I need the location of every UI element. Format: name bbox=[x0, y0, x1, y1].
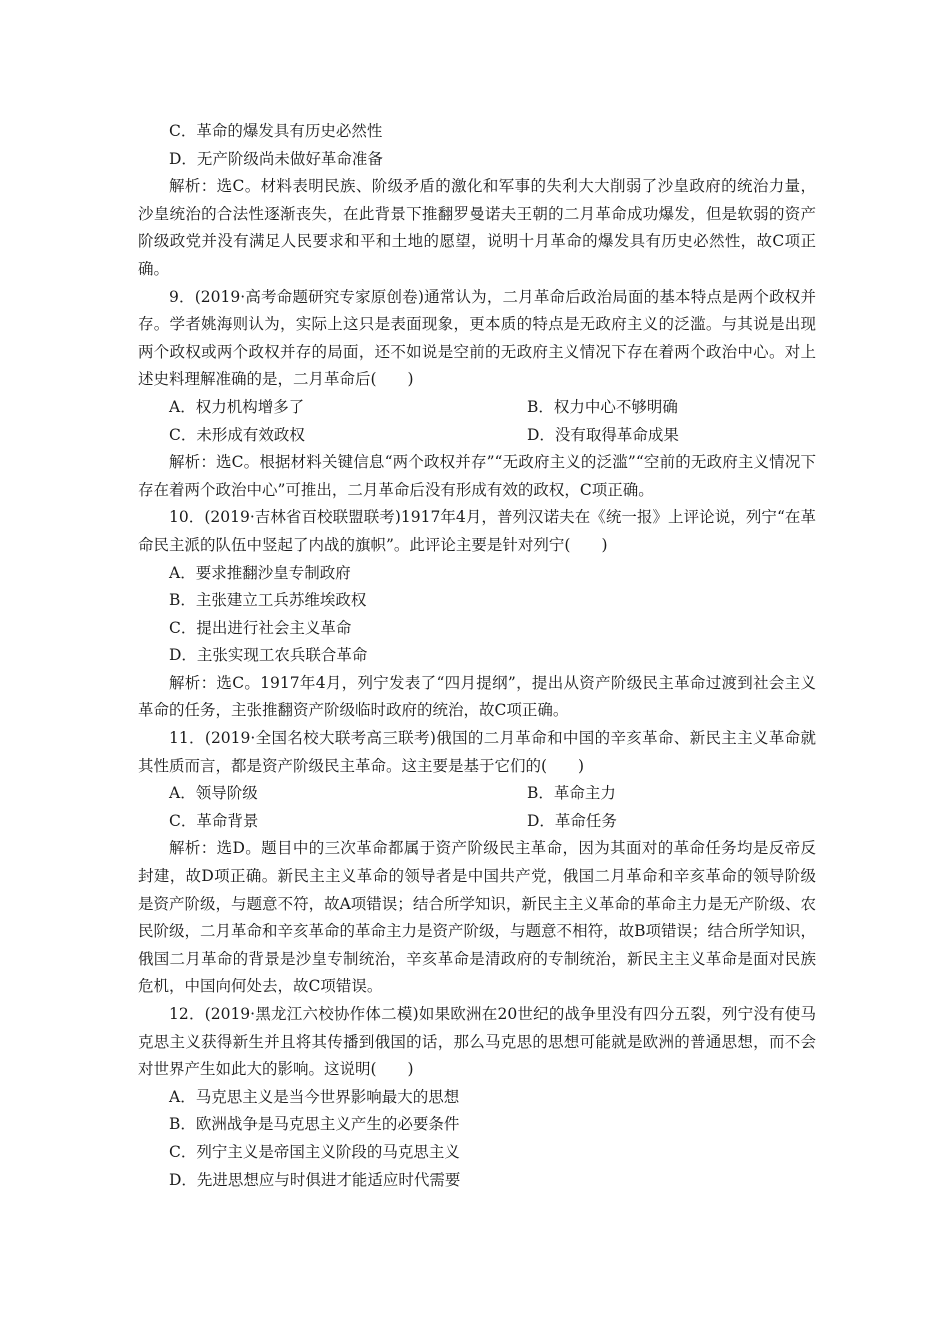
q10-option-c: C．提出进行社会主义革命 bbox=[169, 618, 352, 637]
q12-option-a: A．马克思主义是当今世界影响最大的思想 bbox=[169, 1087, 460, 1106]
q11-stem: 11．(2019·全国名校大联考高三联考)俄国的二月革命和中国的辛亥革命、新民主主义革命就其性质而言，都是资产阶级民主革命。这主要是基于它们的( ) bbox=[138, 729, 816, 775]
q9-option-b: B．权力中心不够明确 bbox=[527, 397, 678, 416]
q8-option-d: D．无产阶级尚未做好革命准备 bbox=[169, 149, 383, 168]
q10-analysis: 解析：选C。1917年4月，列宁发表了“四月提纲”，提出从资产阶级民主革命过渡到社会主义革命的任务，主张推翻资产阶级临时政府的统治，故C项正确。 bbox=[138, 673, 816, 720]
q11-option-a: A．领导阶级 bbox=[169, 784, 258, 803]
q10-option-b: B．主张建立工兵苏维埃政权 bbox=[169, 591, 367, 610]
q9-option-d: D．没有取得革命成果 bbox=[527, 425, 679, 444]
q9-stem: 9．(2019·高考命题研究专家原创卷)通常认为，二月革命后政治局面的基本特点是两个政权并存。学者姚海则认为，实际上这只是表面现象，更本质的特点是无政府主义的泛滥。与其说是出现两个政权或两个政权并存的局面，还不如说是空前的无政府主义情况下存在着两个政治中心。对上述史料理解准确的是，二月革命后( ) bbox=[138, 287, 816, 389]
document-page bbox=[138, 118, 816, 1194]
q10-option-d: D．主张实现工农兵联合革命 bbox=[169, 646, 368, 665]
q12-stem: 12．(2019·黑龙江六校协作体二模)如果欧洲在20世纪的战争里没有四分五裂，列宁没有使马克思主义获得新生并且将其传播到俄国的话，那么马克思的思想可能就是欧洲的普通思想，而不会对世界产生如此大的影响。这说明( ) bbox=[138, 1005, 816, 1079]
q10-option-a: A．要求推翻沙皇专制政府 bbox=[169, 563, 351, 582]
q12-option-c: C．列宁主义是帝国主义阶段的马克思主义 bbox=[169, 1142, 460, 1161]
q11-option-d: D．革命任务 bbox=[527, 811, 617, 830]
q9-options-row-1 bbox=[138, 394, 816, 422]
q8-analysis: 解析：选C。材料表明民族、阶级矛盾的激化和军事的失利大大削弱了沙皇政府的统治力量，沙皇统治的合法性逐渐丧失，在此背景下推翻罗曼诺夫王朝的二月革命成功爆发，但是软弱的资产阶级政党并没有满足人民要求和平和土地的愿望，说明十月革命的爆发具有历史必然性，故C项正确。 bbox=[138, 177, 816, 278]
q9-option-c: C．未形成有效政权 bbox=[169, 425, 305, 444]
q11-analysis: 解析：选D。题目中的三次革命都属于资产阶级民主革命，因为其面对的革命任务均是反帝反封建，故D项正确。新民主主义革命的领导者是中国共产党，俄国二月革命和辛亥革命的领导阶级是资产阶级，与题意不符，故A项错误；结合所学知识，新民主主义革命的革命主力是无产阶级、农民阶级，二月革命和辛亥革命的革命主力是资产阶级，与题意不相符，故B项错误；结合所学知识，俄国二月革命的背景是沙皇专制统治，辛亥革命是清政府的专制统治，新民主主义革命是面对民族危机，中国向何处去，故C项错误。 bbox=[138, 839, 816, 996]
q10-stem: 10．(2019·吉林省百校联盟联考)1917年4月，普列汉诺夫在《统一报》上评论说，列宁“在革命民主派的队伍中竖起了内战的旗帜”。此评论主要是针对列宁( ) bbox=[138, 508, 816, 554]
q11-option-b: B．革命主力 bbox=[527, 784, 616, 803]
q12-option-d: D．先进思想应与时俱进才能适应时代需要 bbox=[169, 1170, 461, 1189]
q11-options-row-1 bbox=[138, 780, 816, 808]
q9-options-row-2 bbox=[138, 422, 816, 450]
q11-option-c: C．革命背景 bbox=[169, 811, 259, 830]
q9-analysis: 解析：选C。根据材料关键信息“两个政权并存”“无政府主义的泛滥”“空前的无政府主义情况下存在着两个政治中心”可推出，二月革命后没有形成有效的政权，C项正确。 bbox=[138, 453, 816, 499]
q9-option-a: A．权力机构增多了 bbox=[169, 397, 305, 416]
q8-option-c: C．革命的爆发具有历史必然性 bbox=[169, 122, 383, 140]
q12-option-b: B．欧洲战争是马克思主义产生的必要条件 bbox=[169, 1115, 460, 1134]
q11-options-row-2 bbox=[138, 808, 816, 836]
